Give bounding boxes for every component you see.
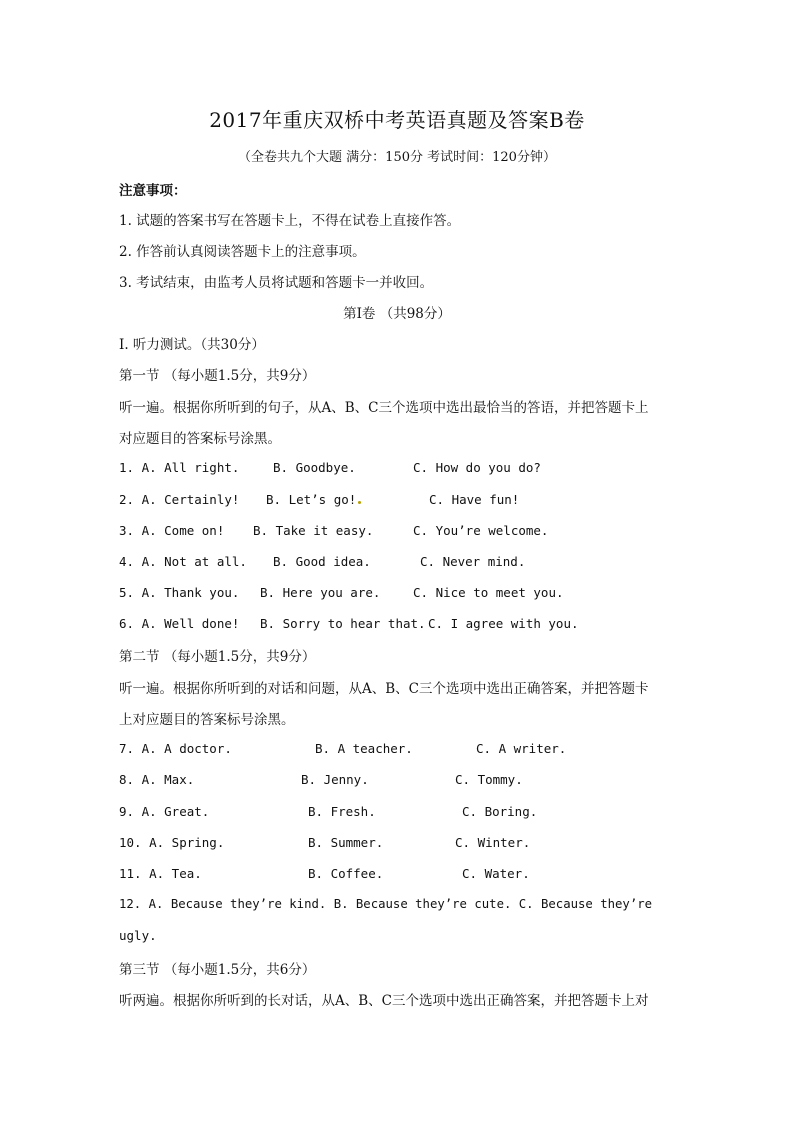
q10-option-b: B. Summer. xyxy=(308,835,384,850)
q12-options-cont: ugly. xyxy=(119,928,157,943)
part1-heading: I. 听力测试。（共30分） xyxy=(119,337,265,353)
q4-option-a: 4. A. Not at all. xyxy=(119,554,247,569)
volume-heading: 第Ⅰ卷 （共98分） xyxy=(343,306,451,322)
q5-option-c: C. Nice to meet you. xyxy=(413,585,564,600)
q4-option-b: B. Good idea. xyxy=(273,554,371,569)
q10-option-a: 10. A. Spring. xyxy=(119,835,225,850)
q6-option-c: C. I agree with you. xyxy=(428,616,579,631)
q7-option-a: 7. A. A doctor. xyxy=(119,741,232,756)
section2-instruction: 听一遍。根据你所听到的对话和问题，从A、B、C三个选项中选出正确答案，并把答题卡 xyxy=(119,681,649,697)
q7-option-b: B. A teacher. xyxy=(315,741,413,756)
q9-option-a: 9. A. Great. xyxy=(119,804,210,819)
notice-item-2: 2. 作答前认真阅读答题卡上的注意事项。 xyxy=(119,244,366,260)
q8-option-c: C. Tommy. xyxy=(455,772,523,787)
q3-option-a: 3. A. Come on! xyxy=(119,523,225,538)
q3-option-c: C. You’re welcome. xyxy=(413,523,549,538)
q12-options: 12. A. Because they’re kind. B. Because they’re cute. C. Because they’re xyxy=(119,897,653,911)
exam-subtitle: （全卷共九个大题 满分：150分 考试时间：120分钟） xyxy=(238,150,556,165)
q1-option-c: C. How do you do? xyxy=(413,460,541,475)
q2-option-c: C. Have fun! xyxy=(429,492,520,507)
q9-option-c: C. Boring. xyxy=(462,804,538,819)
mark-dot xyxy=(358,501,361,504)
q2-option-a: 2. A. Certainly! xyxy=(119,492,240,507)
q11-option-c: C. Water. xyxy=(462,866,530,881)
q5-option-a: 5. A. Thank you. xyxy=(119,585,240,600)
section1-instruction: 听一遍。根据你所听到的句子，从A、B、C三个选项中选出最恰当的答语，并把答题卡上 xyxy=(119,400,649,416)
section3-instruction: 听两遍。根据你所听到的长对话，从A、B、C三个选项中选出正确答案，并把答题卡上对 xyxy=(119,993,649,1009)
notice-item-1: 1. 试题的答案书写在答题卡上，不得在试卷上直接作答。 xyxy=(119,213,461,229)
q7-option-c: C. A writer. xyxy=(476,741,567,756)
section3-heading: 第三节 （每小题1.5分，共6分） xyxy=(119,962,316,978)
section2-instruction-cont: 上对应题目的答案标号涂黑。 xyxy=(119,712,295,728)
q11-option-b: B. Coffee. xyxy=(308,866,384,881)
q5-option-b: B. Here you are. xyxy=(260,585,381,600)
q10-option-c: C. Winter. xyxy=(455,835,531,850)
q3-option-b: B. Take it easy. xyxy=(253,523,374,538)
section1-instruction-cont: 对应题目的答案标号涂黑。 xyxy=(119,431,281,447)
q6-option-b: B. Sorry to hear that. xyxy=(260,616,426,631)
q9-option-b: B. Fresh. xyxy=(308,804,376,819)
q4-option-c: C. Never mind. xyxy=(420,554,526,569)
notice-item-3: 3. 考试结束，由监考人员将试题和答题卡一并收回。 xyxy=(119,275,434,291)
exam-title: 2017年重庆双桥中考英语真题及答案B卷 xyxy=(209,108,585,132)
section2-heading: 第二节 （每小题1.5分，共9分） xyxy=(119,649,316,665)
notice-heading: 注意事项： xyxy=(119,183,187,199)
q8-option-a: 8. A. Max. xyxy=(119,772,195,787)
q11-option-a: 11. A. Tea. xyxy=(119,866,202,881)
q2-option-b: B. Let’s go! xyxy=(266,492,357,507)
q8-option-b: B. Jenny. xyxy=(301,772,369,787)
q6-option-a: 6. A. Well done! xyxy=(119,616,240,631)
section1-heading: 第一节 （每小题1.5分，共9分） xyxy=(119,368,316,384)
q1-option-a: 1. A. All right. xyxy=(119,460,240,475)
q1-option-b: B. Goodbye. xyxy=(273,460,356,475)
